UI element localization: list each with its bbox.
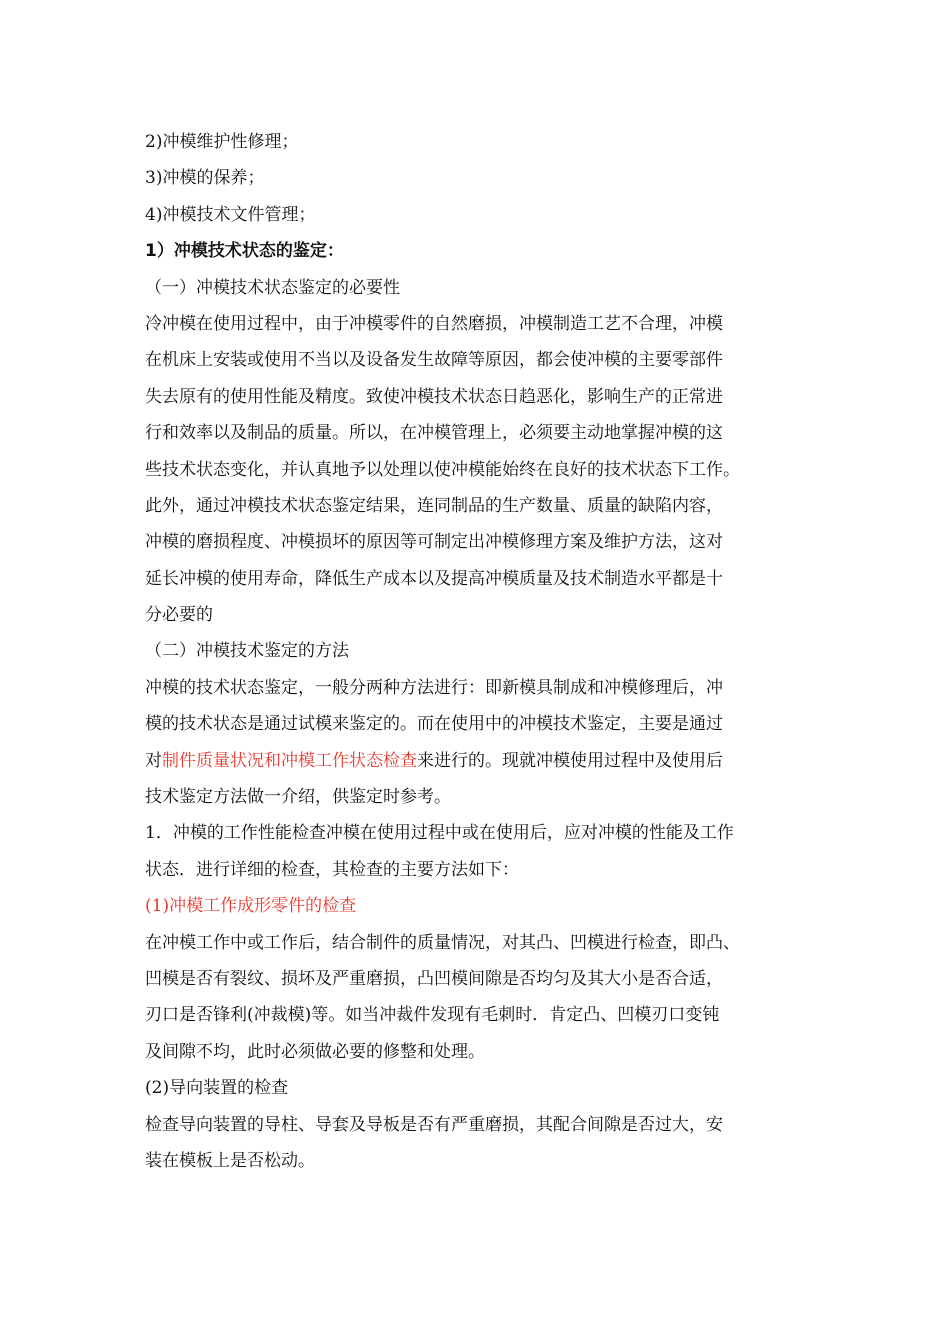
- text-line: [145, 124, 825, 160]
- text-segment: 检查导向装置的导柱、导套及导板是否有严重磨损，其配合间隙是否过大，安: [145, 1114, 723, 1135]
- text-line: [145, 452, 825, 488]
- section-heading: 1）冲模技术状态的鉴定：: [145, 241, 344, 262]
- text-segment: 来进行的。现就冲模使用过程中及使用后: [417, 750, 723, 771]
- text-segment: 冷冲模在使用过程中，由于冲模零件的自然磨损，冲模制造工艺不合理，冲模: [145, 313, 723, 334]
- text-segment: (2)导向装置的检查: [145, 1078, 289, 1099]
- text-line: [145, 997, 825, 1033]
- text-line: [145, 488, 825, 524]
- text-segment: 失去原有的使用性能及精度。致使冲模技术状态日趋恶化，影响生产的正常进: [145, 386, 723, 407]
- text-line: [145, 743, 825, 779]
- text-line: [145, 888, 825, 924]
- text-line: [145, 1143, 825, 1179]
- text-segment: 凹模是否有裂纹、损坏及严重磨损，凸凹模间隙是否均匀及其大小是否合适，: [145, 968, 723, 989]
- text-line: [145, 233, 825, 269]
- text-line: [145, 415, 825, 451]
- text-line: [145, 270, 825, 306]
- text-segment: 模的技术状态是通过试模来鉴定的。而在使用中的冲模技术鉴定，主要是通过: [145, 714, 723, 735]
- text-segment: 冲模的磨损程度、冲模损坏的原因等可制定出冲模修理方案及维护方法，这对: [145, 532, 723, 553]
- text-line: [145, 633, 825, 669]
- text-segment: 技术鉴定方法做一介绍，供鉴定时参考。: [145, 787, 451, 808]
- text-segment: 冲模的技术状态鉴定，一般分两种方法进行：即新模具制成和冲模修理后，冲: [145, 677, 723, 698]
- text-segment: 分必要的: [145, 605, 213, 626]
- text-segment: 及间隙不均，此时必须做必要的修整和处理。: [145, 1041, 485, 1062]
- text-line: [145, 561, 825, 597]
- highlighted-text: 制件质量状况和冲模工作状态检查: [162, 750, 417, 771]
- text-line: [145, 524, 825, 560]
- text-line: [145, 961, 825, 997]
- text-line: [145, 160, 825, 196]
- text-line: [145, 342, 825, 378]
- text-line: [145, 852, 825, 888]
- text-line: [145, 306, 825, 342]
- text-line: [145, 1107, 825, 1143]
- text-line: [145, 779, 825, 815]
- text-segment: 3)冲模的保养；: [145, 168, 265, 189]
- text-segment: 对: [145, 750, 162, 771]
- text-segment: 2)冲模维护性修理；: [145, 132, 299, 152]
- text-segment: 状态．进行详细的检查，其检查的主要方法如下：: [145, 859, 519, 880]
- text-segment: 1．冲模的工作性能检查冲模在使用过程中或在使用后，应对冲模的性能及工作: [145, 823, 734, 844]
- text-segment: 延长冲模的使用寿命，降低生产成本以及提高冲模质量及技术制造水平都是十: [145, 568, 723, 589]
- text-line: [145, 706, 825, 742]
- text-segment: 行和效率以及制品的质量。所以，在冲模管理上，必须要主动地掌握冲模的这: [145, 423, 723, 444]
- text-segment: 4)冲模技术文件管理；: [145, 204, 316, 225]
- text-segment: （一）冲模技术状态鉴定的必要性: [145, 277, 400, 298]
- text-line: [145, 197, 825, 233]
- text-segment: 在冲模工作中或工作后，结合制件的质量情况，对其凸、凹模进行检查，即凸、: [145, 932, 740, 953]
- document-body: [145, 124, 825, 1179]
- text-segment: （二）冲模技术鉴定的方法: [145, 641, 349, 662]
- text-segment: 装在模板上是否松动。: [145, 1150, 315, 1171]
- text-line: [145, 597, 825, 633]
- text-line: [145, 1070, 825, 1106]
- text-line: [145, 670, 825, 706]
- highlighted-text: (1)冲模工作成形零件的检查: [145, 896, 357, 917]
- text-segment: 刃口是否锋利(冲裁模)等。如当冲裁件发现有毛刺时．肯定凸、凹模刃口变钝: [145, 1005, 720, 1026]
- text-line: [145, 815, 825, 851]
- text-line: [145, 1034, 825, 1070]
- text-segment: 在机床上安装或使用不当以及设备发生故障等原因，都会使冲模的主要零部件: [145, 350, 723, 371]
- text-line: [145, 925, 825, 961]
- text-segment: 此外，通过冲模技术状态鉴定结果，连同制品的生产数量、质量的缺陷内容，: [145, 495, 723, 516]
- text-segment: 些技术状态变化，并认真地予以处理以使冲模能始终在良好的技术状态下工作。: [145, 459, 740, 480]
- text-line: [145, 379, 825, 415]
